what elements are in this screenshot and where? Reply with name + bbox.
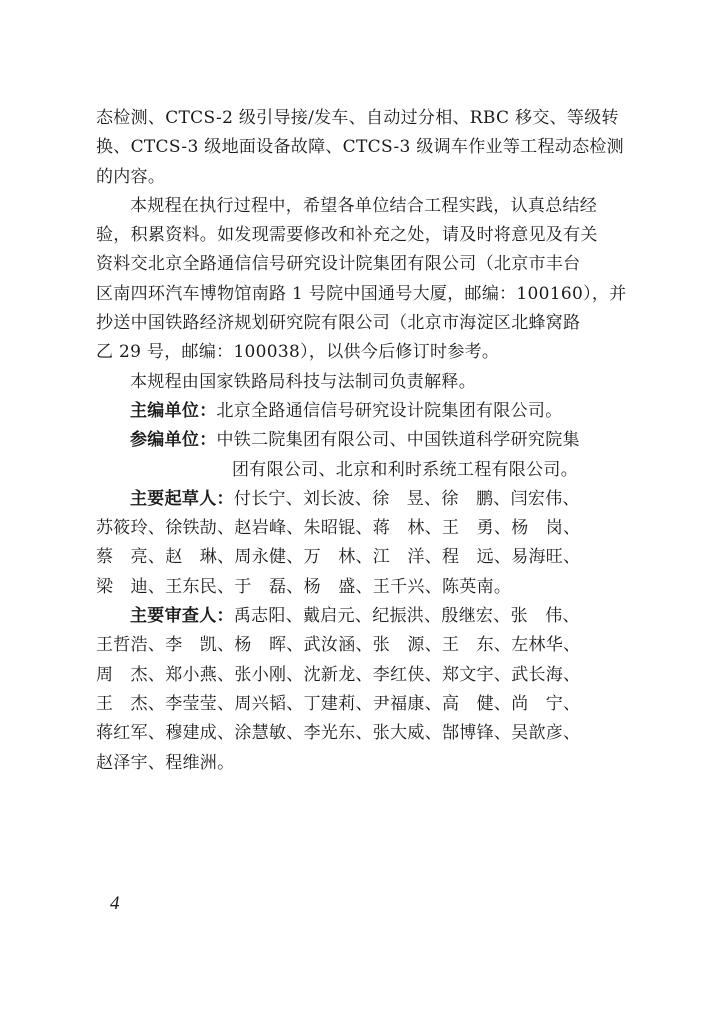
reviewers-label: 主要审查人：: [130, 606, 234, 627]
reviewers-names-line: 赵泽宇、程维洲。: [96, 752, 235, 773]
participating-line: [96, 426, 616, 455]
chief-editor-text: 北京全路通信信号研究设计院集团有限公司。: [216, 400, 563, 421]
drafters-line: [96, 485, 616, 514]
reviewers-names: 禹志阳、戴启元、纪振洪、殷继宏、张 伟、: [233, 606, 580, 627]
page-number: 4: [110, 893, 120, 914]
paragraph-line: 的内容。: [96, 166, 166, 187]
paragraph-line: 本规程由国家铁路局科技与法制司负责解释。: [130, 371, 476, 392]
paragraph-line: 区南四环汽车博物馆南路 1 号院中国通号大厦，邮编：100160），并: [96, 283, 627, 304]
paragraph-line: 乙 29 号，邮编：100038），以供今后修订时参考。: [96, 342, 500, 363]
reviewers-names-line: 蒋红军、穆建成、涂慧敏、李光东、张大威、郜博锋、吴歆彦、: [96, 723, 581, 744]
reviewers-line: [96, 602, 616, 631]
paragraph-line: 换、CTCS-3 级地面设备故障、CTCS-3 级调车作业等工程动态检测: [96, 137, 624, 158]
chief-editor-label: 主编单位：: [130, 400, 217, 421]
drafters-names-line: 梁 迪、王东民、于 磊、杨 盛、王千兴、陈英南。: [96, 576, 512, 597]
paragraph-line: 本规程在执行过程中，希望各单位结合工程实践，认真总结经: [130, 195, 598, 216]
drafters-label: 主要起草人：: [130, 488, 234, 509]
reviewers-names-line: 王 杰、李莹莹、周兴韬、丁建莉、尹福康、高 健、尚 宁、: [96, 693, 581, 714]
drafters-names-line: 蔡 亮、赵 琳、周永健、万 林、江 洋、程 远、易海旺、: [96, 547, 581, 568]
paragraph-line: 资料交北京全路通信信号研究设计院集团有限公司（北京市丰台: [96, 254, 581, 275]
participating-label: 参编单位：: [130, 430, 217, 451]
paragraph-line: 验，积累资料。如发现需要修改和补充之处，请及时将意见及有关: [96, 225, 598, 246]
reviewers-names-line: 周 杰、郑小燕、张小刚、沈新龙、李红侠、郑文宇、武长海、: [96, 664, 581, 685]
participating-line-continued: 团有限公司、北京和利时系统工程有限公司。: [232, 459, 578, 480]
paragraph-line: 抄送中国铁路经济规划研究院有限公司（北京市海淀区北蜂窝路: [96, 313, 581, 334]
paragraph-line: 态检测、CTCS-2 级引导接/发车、自动过分相、RBC 移交、等级转: [96, 108, 619, 128]
body-text: [96, 104, 627, 778]
chief-editor-line: [96, 397, 616, 426]
drafters-names: 付长宁、刘长波、徐 昱、徐 鹏、闫宏伟、: [233, 488, 580, 509]
participating-text: 中铁二院集团有限公司、中国铁道科学研究院集: [216, 430, 580, 451]
drafters-names-line: 苏筱玲、徐铁劼、赵岩峰、朱昭锟、蒋 林、王 勇、杨 岗、: [96, 518, 581, 539]
reviewers-names-line: 王哲浩、李 凯、杨 晖、武汝涵、张 源、王 东、左林华、: [96, 635, 581, 656]
